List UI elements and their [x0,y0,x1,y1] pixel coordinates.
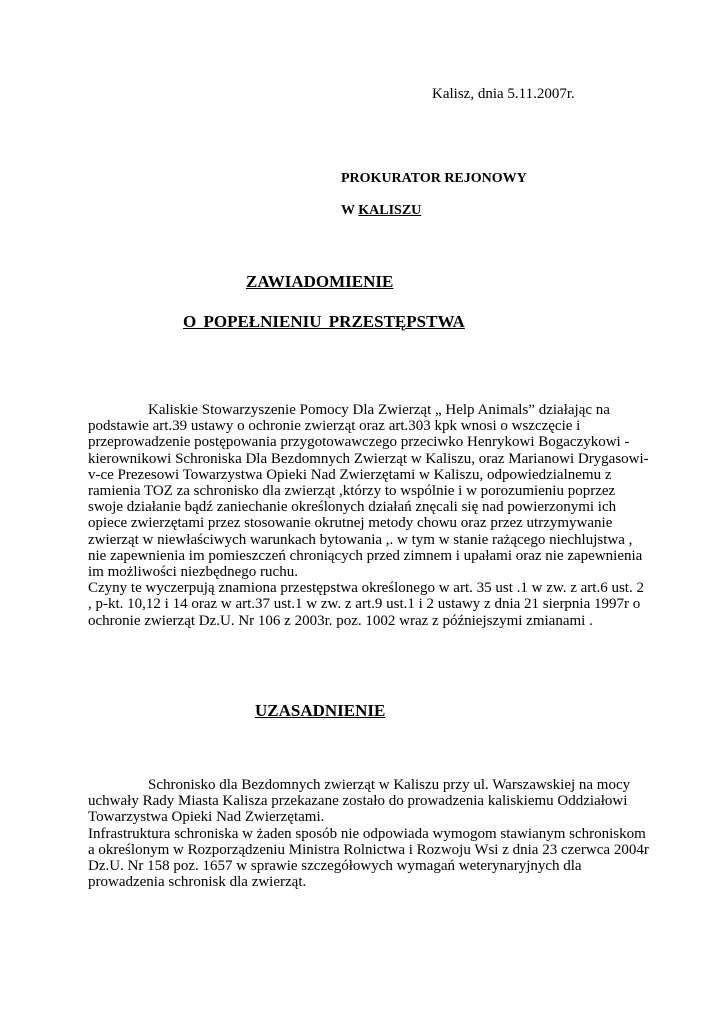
justification-title: UZASADNIENIE [255,701,386,720]
text-line: , p-kt. 10,12 i 14 oraz w art.37 ust.1 w zw. z art.9 ust.1 i 2 ustawy z dnia 21 sierpnia 1997r o [88,596,641,613]
text-line: uchwały Rady Miasta Kalisza przekazane zostało do prowadzenia kaliskiemu Oddziałowi [88,793,628,810]
text-line: przeprowadzenie postępowania przygotowawczego przeciwko Henrykowi Bogaczykowi - [88,434,630,451]
recipient-location [341,203,421,219]
text-line: nie zapewnienia im pomieszczeń chroniących przed zimnem i upałami oraz nie zapewnienia [88,547,643,564]
text-line: swoje działanie bądź zaniechanie określonych działań znęcali się nad powierzonymi ich [88,499,617,516]
recipient-city: KALISZU [358,203,422,218]
text-line: podstawie art.39 ustawy o ochronie zwierząt oraz art.303 kpk wnosi o wszczęcie i [88,418,581,435]
text-line: Infrastruktura schroniska w żaden sposób nie odpowiada wymogom stawianym schroniskom [88,825,646,842]
text-line: Czyny te wyczerpują znamiona przestępstwa określonego w art. 35 ust .1 w zw. z art.6 ust. 2 [88,580,644,597]
text-line: opiece zwierzętami przez stosowanie okrutnej metody chowu oraz przez utrzymywanie [88,515,613,532]
document-subtitle: O POPEŁNIENIU PRZESTĘPSTWA [183,312,465,331]
recipient-title: PROKURATOR REJONOWY [341,171,527,186]
text-line: Towarzystwa Opieki Nad Zwierzętami. [88,809,325,826]
text-line: Schronisko dla Bezdomnych zwierząt w Kaliszu przy ul. Warszawskiej na mocy [148,777,631,793]
text-line: im możliwości niezbędnego ruchu. [88,564,298,581]
text-line: zwierząt w niewłaściwych warunkach bytowania ,. w tym w stanie rażącego niechlujstwa , [88,531,633,548]
text-line: Kaliskie Stowarzyszenie Pomocy Dla Zwierząt „ Help Animals” działając na [148,402,610,418]
text-line: Dz.U. Nr 158 poz. 1657 w sprawie szczegółowych wymagań weterynaryjnych dla [88,858,582,875]
justification-paragraph [88,777,648,890]
text-line: a określonym w Rozporządzeniu Ministra Rolnictwa i Rozwoju Wsi z dnia 23 czerwca 2004r [88,841,649,858]
text-line: v-ce Prezesowi Towarzystwa Opieki Nad Zwierzętami w Kaliszu, odpowiedzialnemu z [88,466,612,483]
notification-paragraph [88,402,648,629]
text-line: ochronie zwierząt Dz.U. Nr 106 z 2003r. poz. 1002 wraz z późniejszymi zmianami . [88,612,593,629]
date-line: Kalisz, dnia 5.11.2007r. [432,86,575,102]
text-line: kierownikowi Schroniska Dla Bezdomnych Zwierząt w Kaliszu, oraz Marianowi Drygasowi- [88,450,649,467]
document-title: ZAWIADOMIENIE [246,272,394,291]
text-line: ramienia TOZ za schronisko dla zwierząt ,którzy to wspólnie i w porozumieniu poprzez [88,483,616,500]
recipient-prefix: W [341,203,359,218]
text-line: prowadzenia schronisk dla zwierząt. [88,874,307,891]
